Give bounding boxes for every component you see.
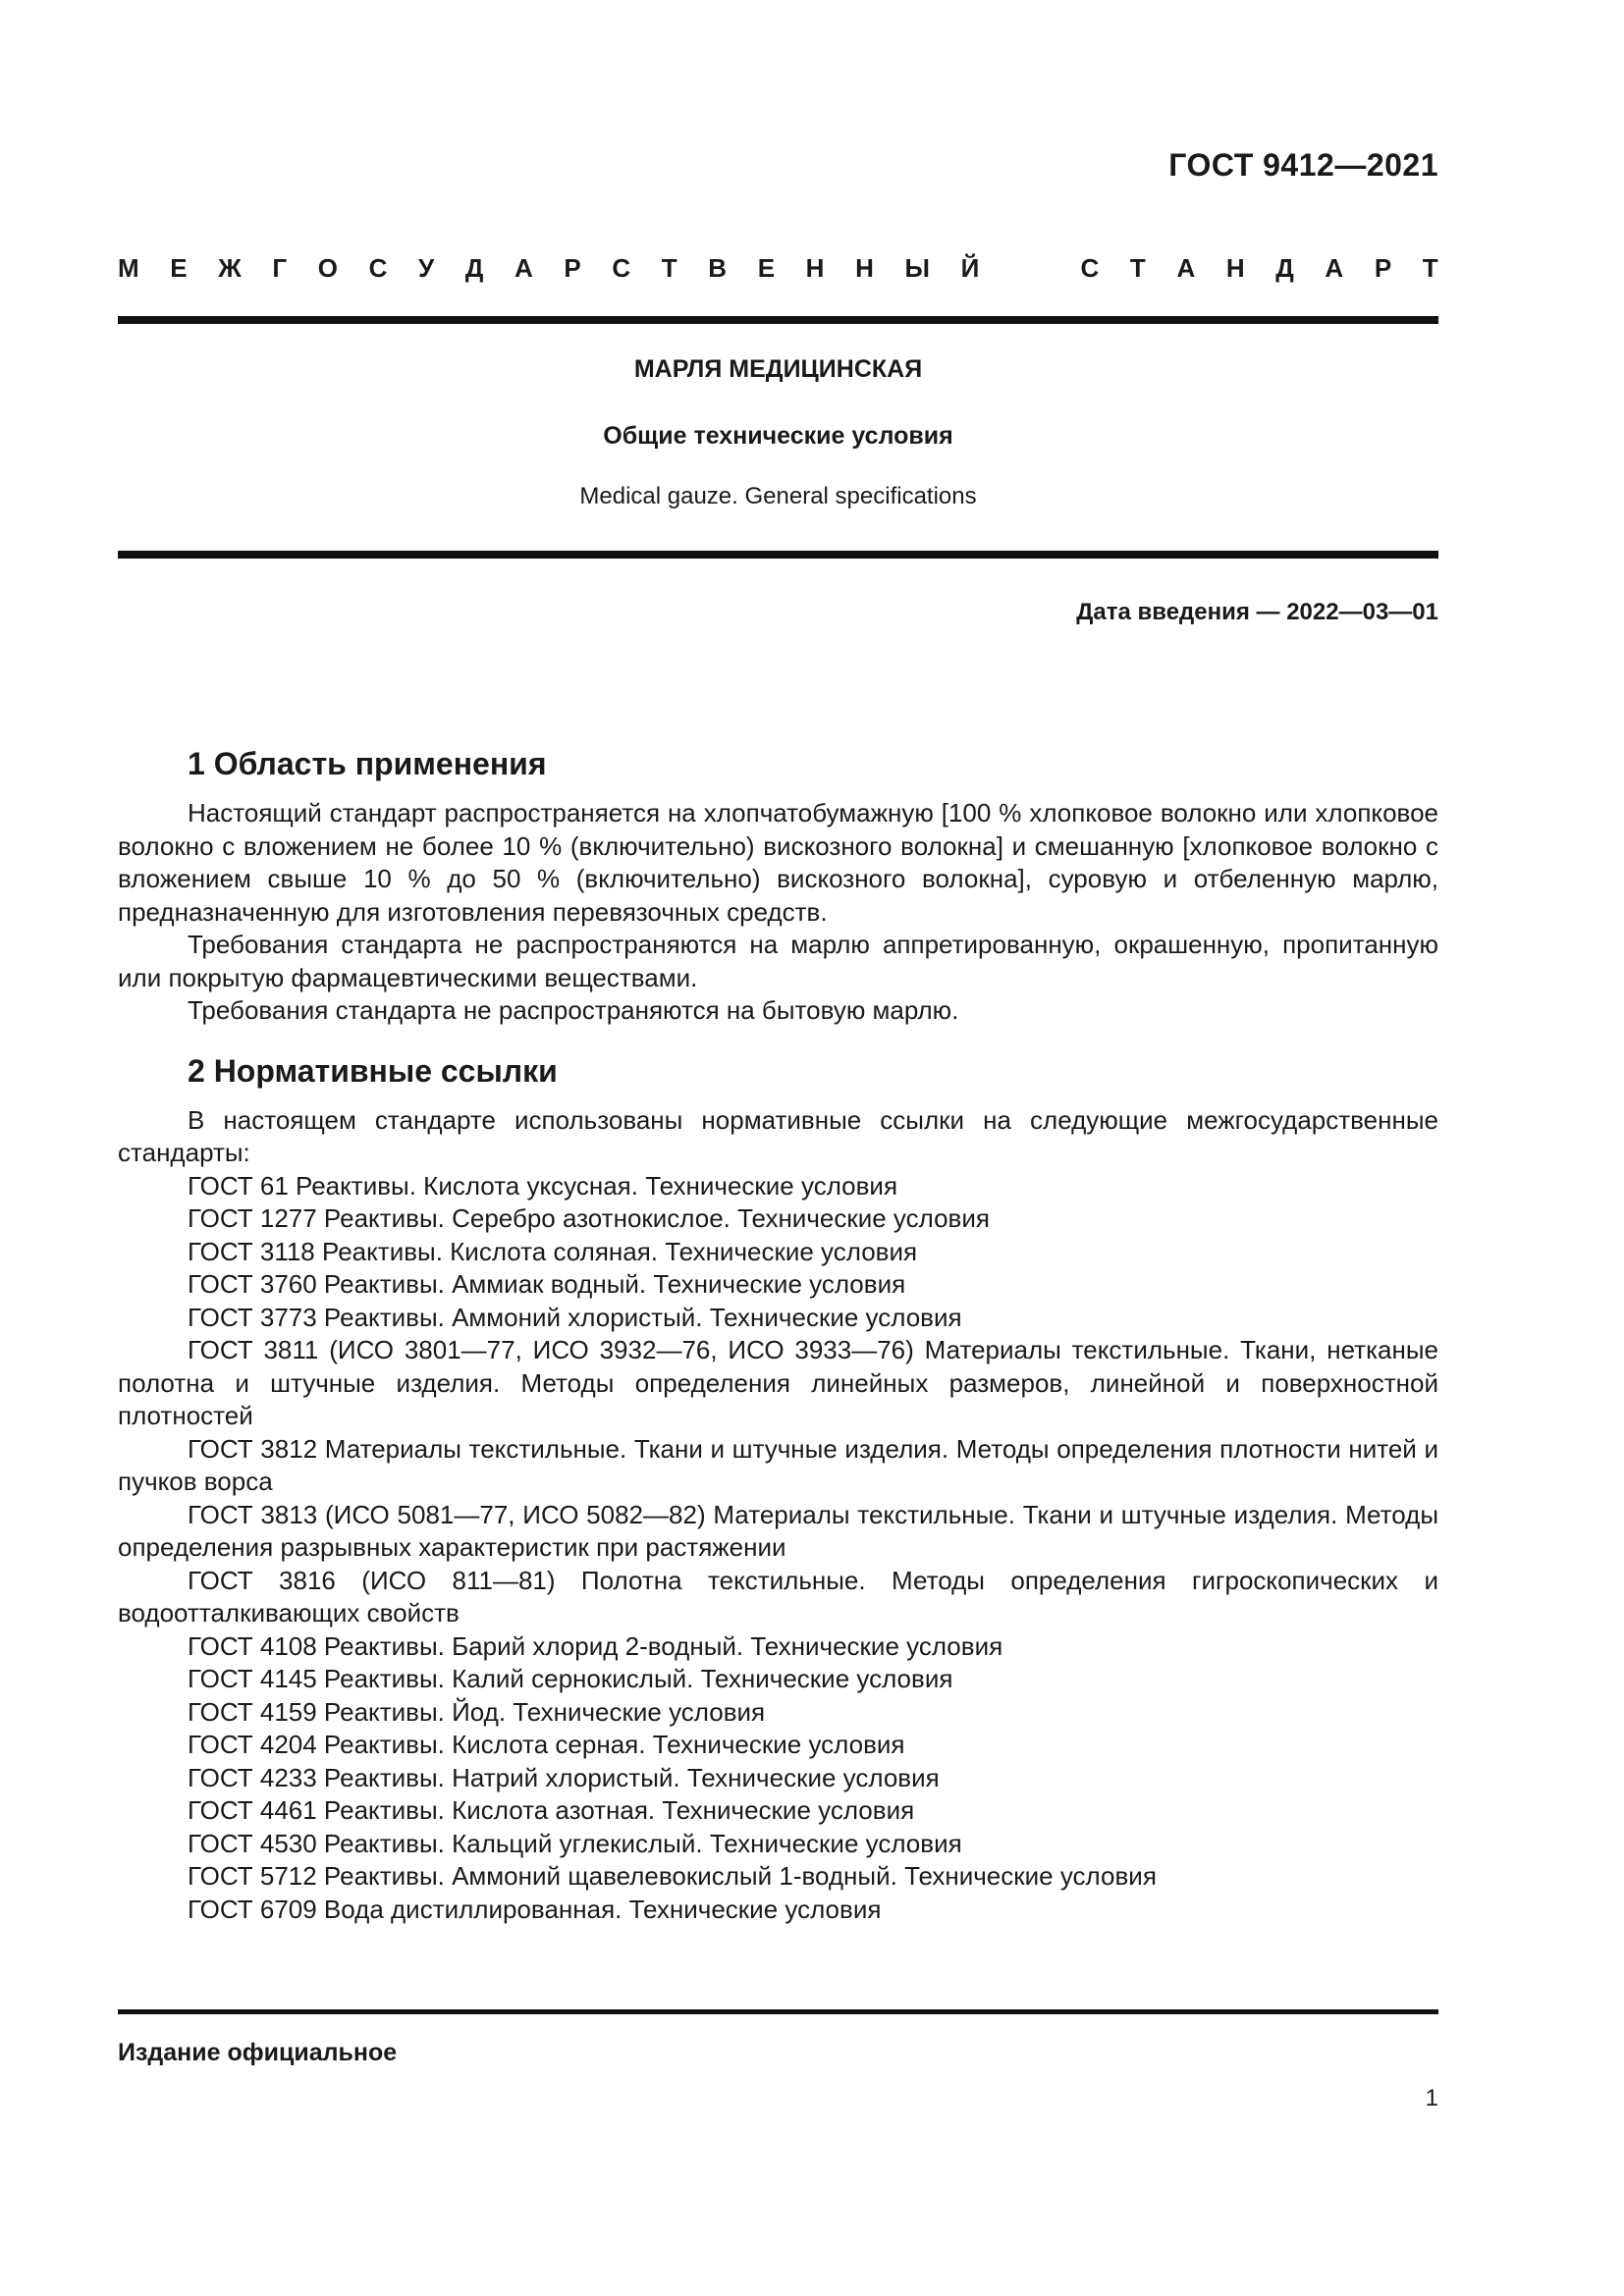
paragraph: Настоящий стандарт распространяется на хлопчатобумажную [100 % хлопковое волокно или хлопковое волокно с вложением не более 10 % (включительно) вискозного волокна] и смешанную [хлопковое волокно с вложением свыше 10 % до 50 % (включительно) вискозного волокна], суровую и отбеленную марлю, предназначенную для изготовления перевязочных средств. [118,798,1438,927]
document-page [118,0,1438,2296]
reference-item: ГОСТ 4233 Реактивы. Натрий хлористый. Технические условия [188,1762,940,1792]
document-title-english: Medical gauze. General specifications [579,483,977,509]
paragraph: Требования стандарта не распространяются на марлю аппретированную, окрашенную, пропитанную или покрытую фармацевтическими веществами. [118,930,1438,992]
paragraph: В настоящем стандарте использованы нормативные ссылки на следующие межгосударственные стандарты: [118,1104,1438,1167]
reference-item: ГОСТ 4145 Реактивы. Калий сернокислый. Технические условия [188,1664,953,1693]
banner-letter: А [514,253,533,283]
banner-letter: А [1325,253,1344,283]
reference-item: ГОСТ 3813 (ИСО 5081—77, ИСО 5082—82) Материалы текстильные. Ткани и штучные изделия. Методы определения разрывных характеристик при растяжении [118,1499,1438,1562]
banner-letter: Е [170,253,188,283]
banner-letter: Г [272,253,288,283]
banner-letter [1010,253,1050,284]
reference-item: ГОСТ 1277 Реактивы. Серебро азотнокислое. Технические условия [188,1203,990,1233]
banner-letter: Н [855,253,874,283]
reference-item: ГОСТ 4461 Реактивы. Кислота азотная. Технические условия [188,1795,915,1825]
reference-item: ГОСТ 3816 (ИСО 811—81) Полотна текстильные. Методы определения гигроскопических и водоотталкивающих свойств [118,1565,1438,1628]
section-heading-scope: 1 Область применения [188,746,547,781]
reference-item: ГОСТ 3812 Материалы текстильные. Ткани и штучные изделия. Методы определения плотности нитей и пучков ворса [118,1433,1438,1496]
banner-letter: Д [1275,253,1294,283]
banner-letter: О [317,253,338,283]
banner-letter: Д [464,253,484,283]
banner-letter: Н [1225,253,1245,283]
reference-item: ГОСТ 3773 Реактивы. Аммоний хлористый. Технические условия [188,1302,962,1332]
banner-letter: У [418,253,435,283]
banner-letter: Ж [218,253,242,283]
paragraph: Требования стандарта не распространяются на бытовую марлю. [188,995,959,1025]
header-rule [118,316,1438,324]
document-subtitle: Общие технические условия [603,422,953,450]
title-rule [118,551,1438,559]
reference-item: ГОСТ 3118 Реактивы. Кислота соляная. Технические условия [188,1236,918,1266]
banner-letter: Е [757,253,776,283]
banner-letter: Т [1422,253,1438,283]
reference-item: ГОСТ 61 Реактивы. Кислота уксусная. Технические условия [188,1170,898,1201]
reference-item: ГОСТ 4159 Реактивы. Йод. Технические условия [188,1696,766,1727]
reference-item: ГОСТ 4108 Реактивы. Барий хлорид 2-водный. Технические условия [188,1630,1003,1661]
reference-item: ГОСТ 6709 Вода дистиллированная. Технические условия [188,1894,882,1924]
banner-letter: Т [1129,253,1146,283]
banner-letter: Р [1374,253,1392,283]
standard-number: ГОСТ 9412—2021 [1168,147,1438,183]
reference-item: ГОСТ 5712 Реактивы. Аммоний щавелевокислый 1-водный. Технические условия [188,1861,1157,1891]
banner-letter: Н [805,253,825,283]
banner-letter: А [1176,253,1196,283]
banner-letter: С [368,253,388,283]
reference-item: ГОСТ 4204 Реактивы. Кислота серная. Технические условия [188,1730,905,1759]
official-edition-label: Издание официальное [118,2039,398,2066]
reference-list [118,1170,1438,1927]
banner-letter: Й [960,253,980,283]
reference-item: ГОСТ 3811 (ИСО 3801—77, ИСО 3932—76, ИСО 3933—76) Материалы текстильные. Ткани, нетканые полотна и штучные изделия. Методы определения линейных размеров, линейной и поверхностной плотностей [118,1335,1438,1430]
banner-letter: С [1080,253,1100,283]
footer-rule [118,2009,1438,2014]
reference-item: ГОСТ 3760 Реактивы. Аммиак водный. Технические условия [188,1269,906,1299]
banner-letter: В [708,253,728,283]
banner-letter: С [612,253,631,283]
banner-letter: Т [661,253,677,283]
interstate-standard-banner [118,253,1438,284]
section-heading-normative-references: 2 Нормативные ссылки [188,1052,558,1089]
document-body [118,742,1438,1926]
banner-letter: Р [564,253,581,283]
reference-item: ГОСТ 4530 Реактивы. Кальций углекислый. Технические условия [188,1828,962,1858]
banner-letter: Ы [904,253,930,283]
introduction-date: Дата введения — 2022—03—01 [1076,599,1438,625]
banner-letter: М [118,253,139,283]
document-title: МАРЛЯ МЕДИЦИНСКАЯ [633,355,923,383]
page-number: 1 [1425,2085,1438,2111]
